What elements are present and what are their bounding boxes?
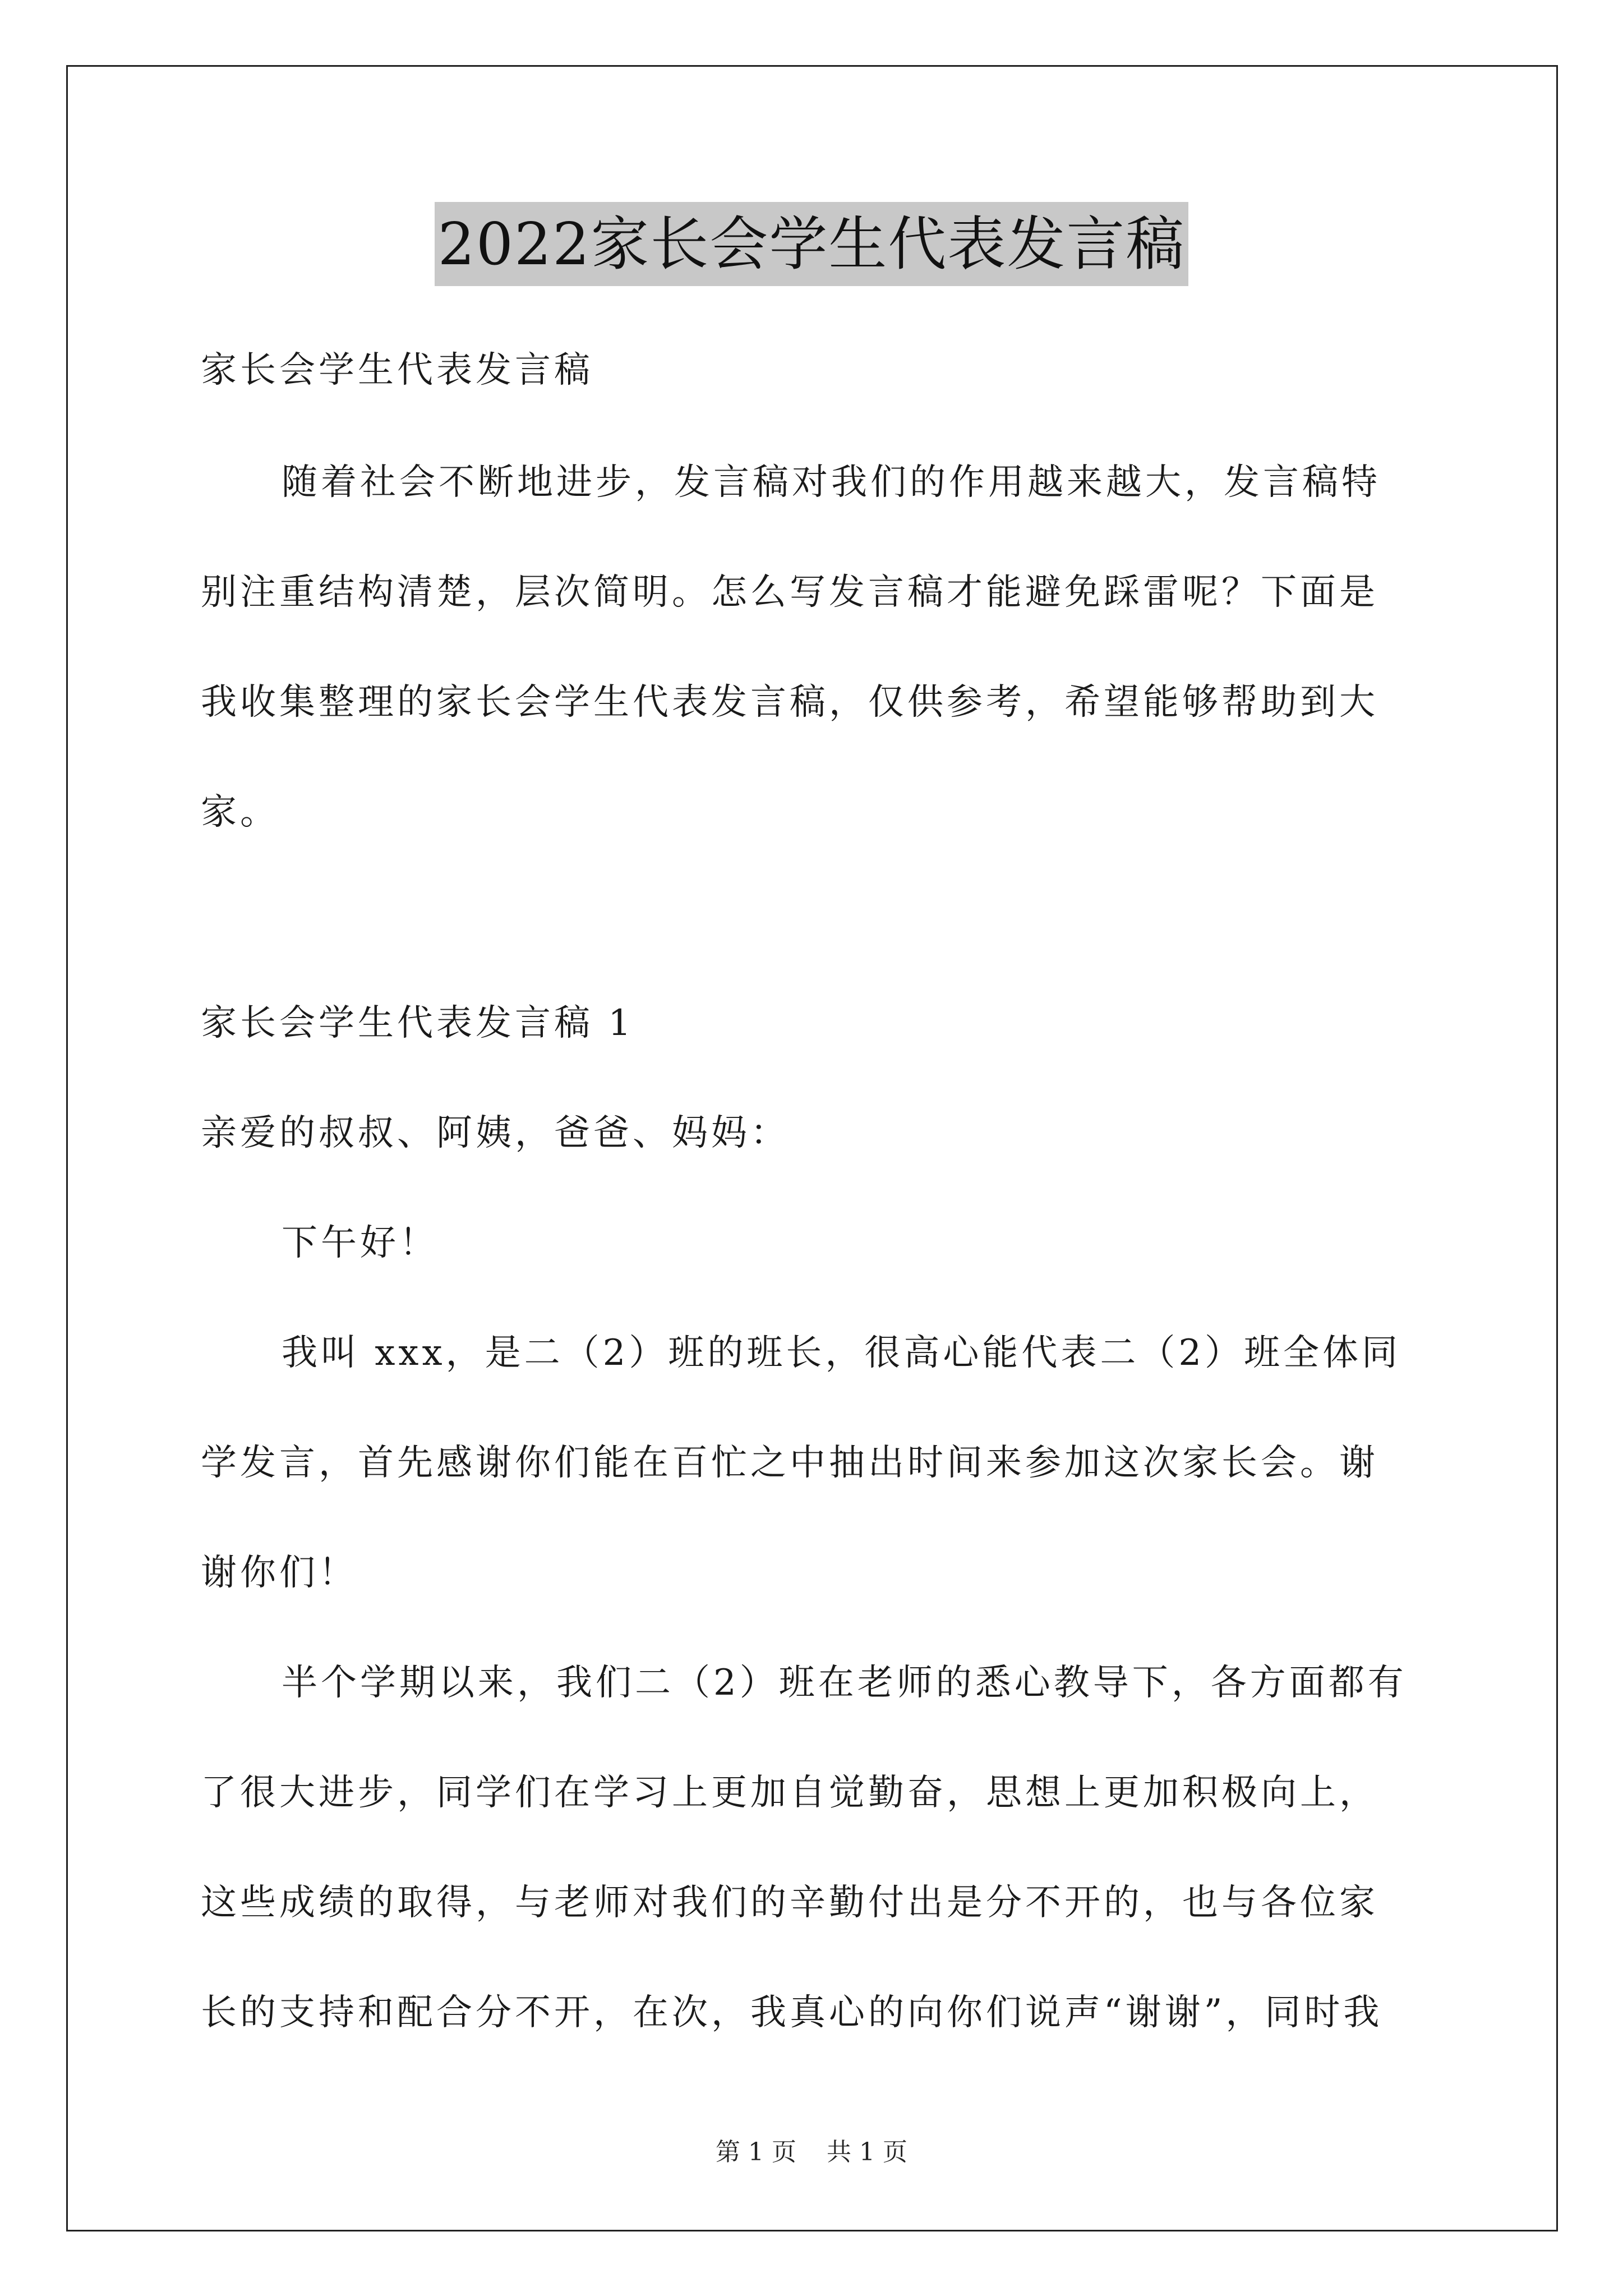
page-total: 共 1 页 [827, 2138, 907, 2166]
paragraph-line: 随着社会不断地进步，发言稿对我们的作用越来越大，发言稿特 [282, 462, 1381, 503]
page-footer [0, 2132, 1623, 2168]
paragraph-line: 谢你们！ [201, 1552, 358, 1594]
greeting-line: 下午好！ [282, 1222, 439, 1264]
paragraph-line: 我叫 xxx，是二（2）班的班长，很高心能代表二（2）班全体同 [282, 1332, 1401, 1374]
paragraph-line: 了很大进步，同学们在学习上更加自觉勤奋，思想上更加积极向上， [201, 1772, 1378, 1814]
paragraph-line: 家。 [201, 792, 279, 833]
section-heading: 家长会学生代表发言稿 1 [201, 1002, 635, 1044]
document-title: 2022家长会学生代表发言稿 [435, 202, 1189, 286]
title-container [0, 202, 1623, 286]
paragraph-line: 学发言，首先感谢你们能在百忙之中抽出时间来参加这次家长会。谢 [201, 1442, 1378, 1484]
paragraph-line: 这些成绩的取得，与老师对我们的辛勤付出是分不开的，也与各位家 [201, 1882, 1378, 1924]
paragraph-line: 半个学期以来，我们二（2）班在老师的悉心教导下，各方面都有 [282, 1662, 1407, 1704]
paragraph-line: 别注重结构清楚，层次简明。怎么写发言稿才能避免踩雷呢？下面是 [201, 572, 1378, 613]
paragraph-line: 长的支持和配合分不开，在次，我真心的向你们说声“谢谢”，同时我 [201, 1992, 1383, 2033]
paragraph-line: 我收集整理的家长会学生代表发言稿，仅供参考，希望能够帮助到大 [201, 682, 1378, 723]
page-number: 第 1 页 [716, 2138, 796, 2166]
subtitle-line: 家长会学生代表发言稿 [201, 349, 593, 391]
salutation-line: 亲爱的叔叔、阿姨，爸爸、妈妈： [201, 1112, 790, 1154]
